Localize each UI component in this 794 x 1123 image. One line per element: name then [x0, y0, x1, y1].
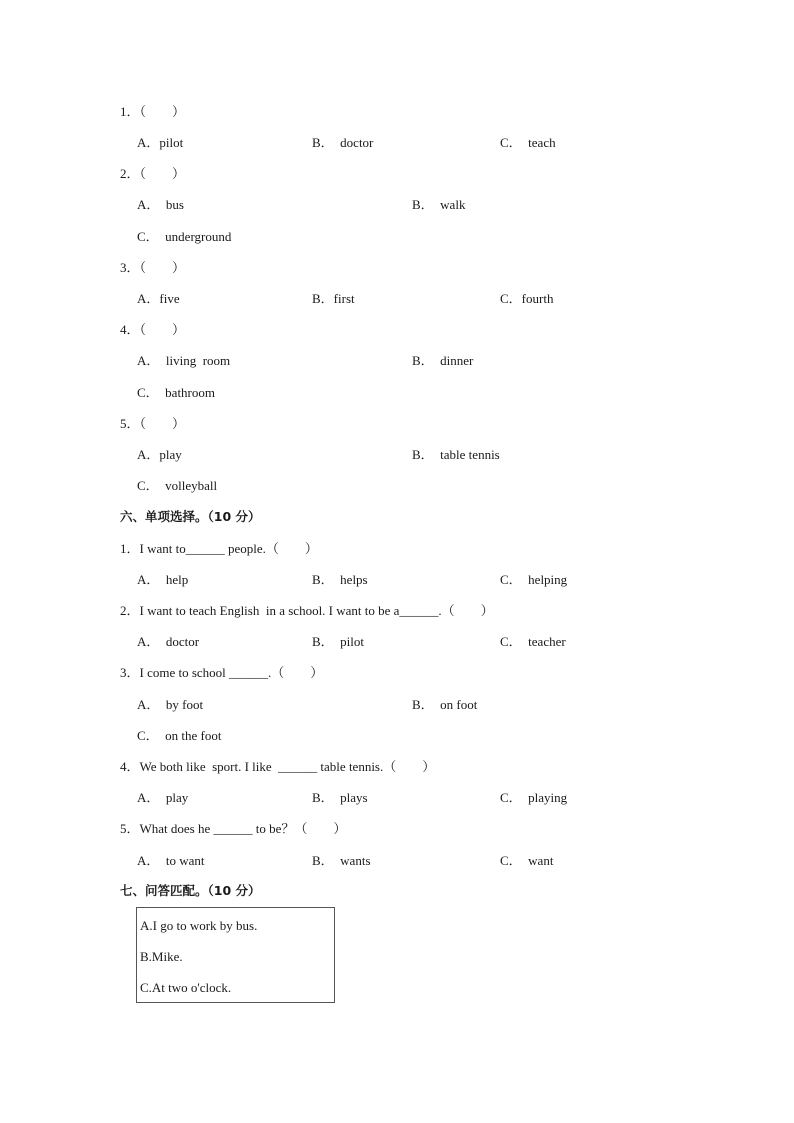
question-stem: 5．What does he ______ to be？（ ）	[120, 821, 347, 836]
option-b: B． dinner	[412, 353, 474, 368]
option-c: C． playing	[500, 790, 568, 805]
option-b: B． walk	[412, 197, 466, 212]
option-b: B． helps	[312, 572, 368, 587]
option-c: C． helping	[500, 572, 568, 587]
option-b: B． doctor	[312, 135, 374, 150]
option-b: B． wants	[312, 853, 371, 868]
question-stem: 1．I want to______ people.（ ）	[120, 541, 318, 556]
option-b: B． on foot	[412, 697, 478, 712]
option-c: C． underground	[137, 229, 232, 244]
option-b: B． pilot	[312, 634, 365, 649]
option-a: A． bus	[137, 197, 184, 212]
option-b: B． plays	[312, 790, 368, 805]
option-a: A．five	[137, 291, 180, 306]
question-number: 1．（ ）	[120, 104, 186, 119]
answer-option: B.Mike.	[140, 949, 183, 964]
option-c: C．fourth	[500, 291, 554, 306]
option-c: C． teach	[500, 135, 556, 150]
option-a: A． by foot	[137, 697, 204, 712]
option-c: C． bathroom	[137, 385, 215, 400]
option-a: A． play	[137, 790, 189, 805]
question-stem: 2．I want to teach English in a school. I want to be a______.（ ）	[120, 603, 494, 618]
option-c: C． on the foot	[137, 728, 222, 743]
option-a: A． help	[137, 572, 189, 587]
answer-option: C.At two o'clock.	[140, 980, 232, 995]
section-heading: 六、单项选择。（10 分）	[120, 509, 261, 524]
question-number: 5．（ ）	[120, 416, 186, 431]
option-c: C． want	[500, 853, 554, 868]
answer-option: A.I go to work by bus.	[140, 918, 258, 933]
question-stem: 3．I come to school ______.（ ）	[120, 665, 324, 680]
option-a: A． to want	[137, 853, 205, 868]
question-number: 4．（ ）	[120, 322, 186, 337]
option-a: A．play	[137, 447, 182, 462]
question-number: 2．（ ）	[120, 166, 186, 181]
question-number: 3．（ ）	[120, 260, 186, 275]
option-a: A． living room	[137, 353, 231, 368]
option-c: C． volleyball	[137, 478, 218, 493]
section-heading: 七、问答匹配。（10 分）	[120, 883, 261, 898]
option-a: A． doctor	[137, 634, 200, 649]
option-b: B．first	[312, 291, 355, 306]
option-c: C． teacher	[500, 634, 566, 649]
option-a: A．pilot	[137, 135, 184, 150]
option-b: B． table tennis	[412, 447, 500, 462]
question-stem: 4．We both like sport. I like ______ table tennis.（ ）	[120, 759, 436, 774]
answer-box	[136, 907, 335, 1003]
